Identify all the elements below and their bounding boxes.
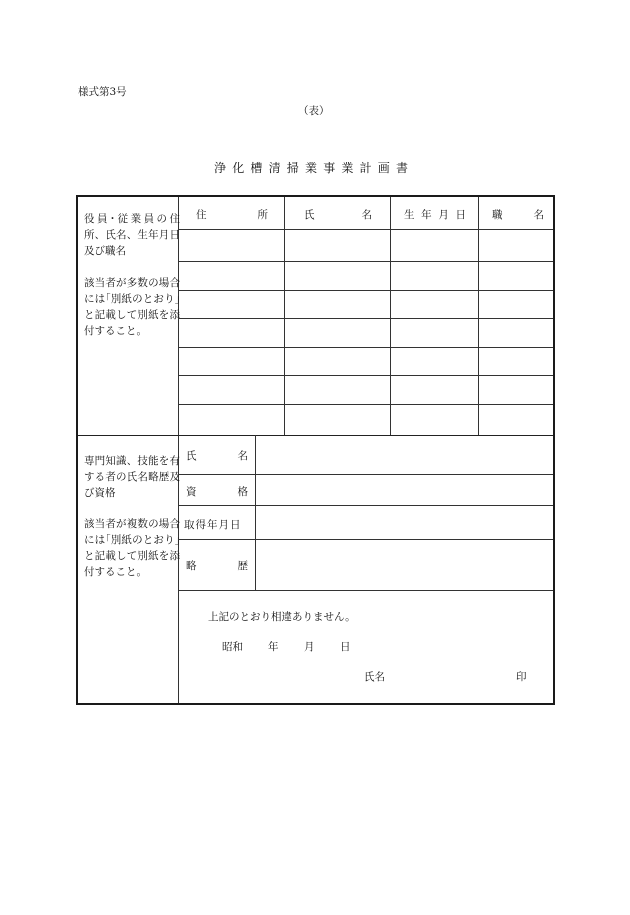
front-side-label: （表） xyxy=(298,105,330,117)
expert-name-label: 氏 名 xyxy=(186,450,248,462)
form-number: 様式第3号 xyxy=(78,86,127,98)
date-era: 昭和 xyxy=(222,641,243,653)
expert-qualification-label: 資 格 xyxy=(186,486,248,498)
column-divider-birthdate xyxy=(390,197,391,435)
table-row xyxy=(178,347,553,348)
expert-career-label: 略 歴 xyxy=(186,560,248,572)
section-divider xyxy=(78,435,553,436)
officers-section-label: 役員･従業員の住所、氏名、生年月日及び職名 xyxy=(84,213,180,257)
seal-mark: 印 xyxy=(516,671,527,683)
date-year: 年 xyxy=(268,641,279,653)
expert-row-divider xyxy=(178,474,553,475)
column-header-birthdate: 生 年 月 日 xyxy=(404,209,466,221)
column-divider-name xyxy=(284,197,285,435)
officers-section-note: 該当者が多数の場合には｢別紙のとおり｣と記載して別紙を添付すること。 xyxy=(84,277,180,337)
date-day: 日 xyxy=(340,641,351,653)
column-divider-position xyxy=(478,197,479,435)
column-header-address: 住 所 xyxy=(196,209,268,221)
date-month: 月 xyxy=(304,641,315,653)
column-header-position: 職 名 xyxy=(492,209,544,221)
expert-acquired-date-label: 取得年月日 xyxy=(184,519,242,531)
expert-label-divider xyxy=(255,435,256,590)
table-row xyxy=(178,404,553,405)
experts-section-label: 専門知識、技能を有する者の氏名略歴及び資格 xyxy=(84,455,180,499)
table-row xyxy=(178,261,553,262)
table-row xyxy=(178,375,553,376)
table-row xyxy=(178,318,553,319)
expert-row-divider xyxy=(178,590,553,591)
left-column-divider xyxy=(178,197,179,703)
column-header-name: 氏 名 xyxy=(304,209,372,221)
expert-row-divider xyxy=(178,505,553,506)
expert-row-divider xyxy=(178,539,553,540)
document-title: 浄化槽清掃業事業計画書 xyxy=(214,161,415,175)
experts-section-note: 該当者が複数の場合には｢別紙のとおり｣と記載して別紙を添付すること。 xyxy=(84,518,180,578)
table-row xyxy=(178,229,553,230)
plan-form-table xyxy=(76,195,555,705)
table-row xyxy=(178,290,553,291)
signature-name-label: 氏名 xyxy=(364,671,385,683)
declaration-statement: 上記のとおり相違ありません。 xyxy=(208,611,356,623)
